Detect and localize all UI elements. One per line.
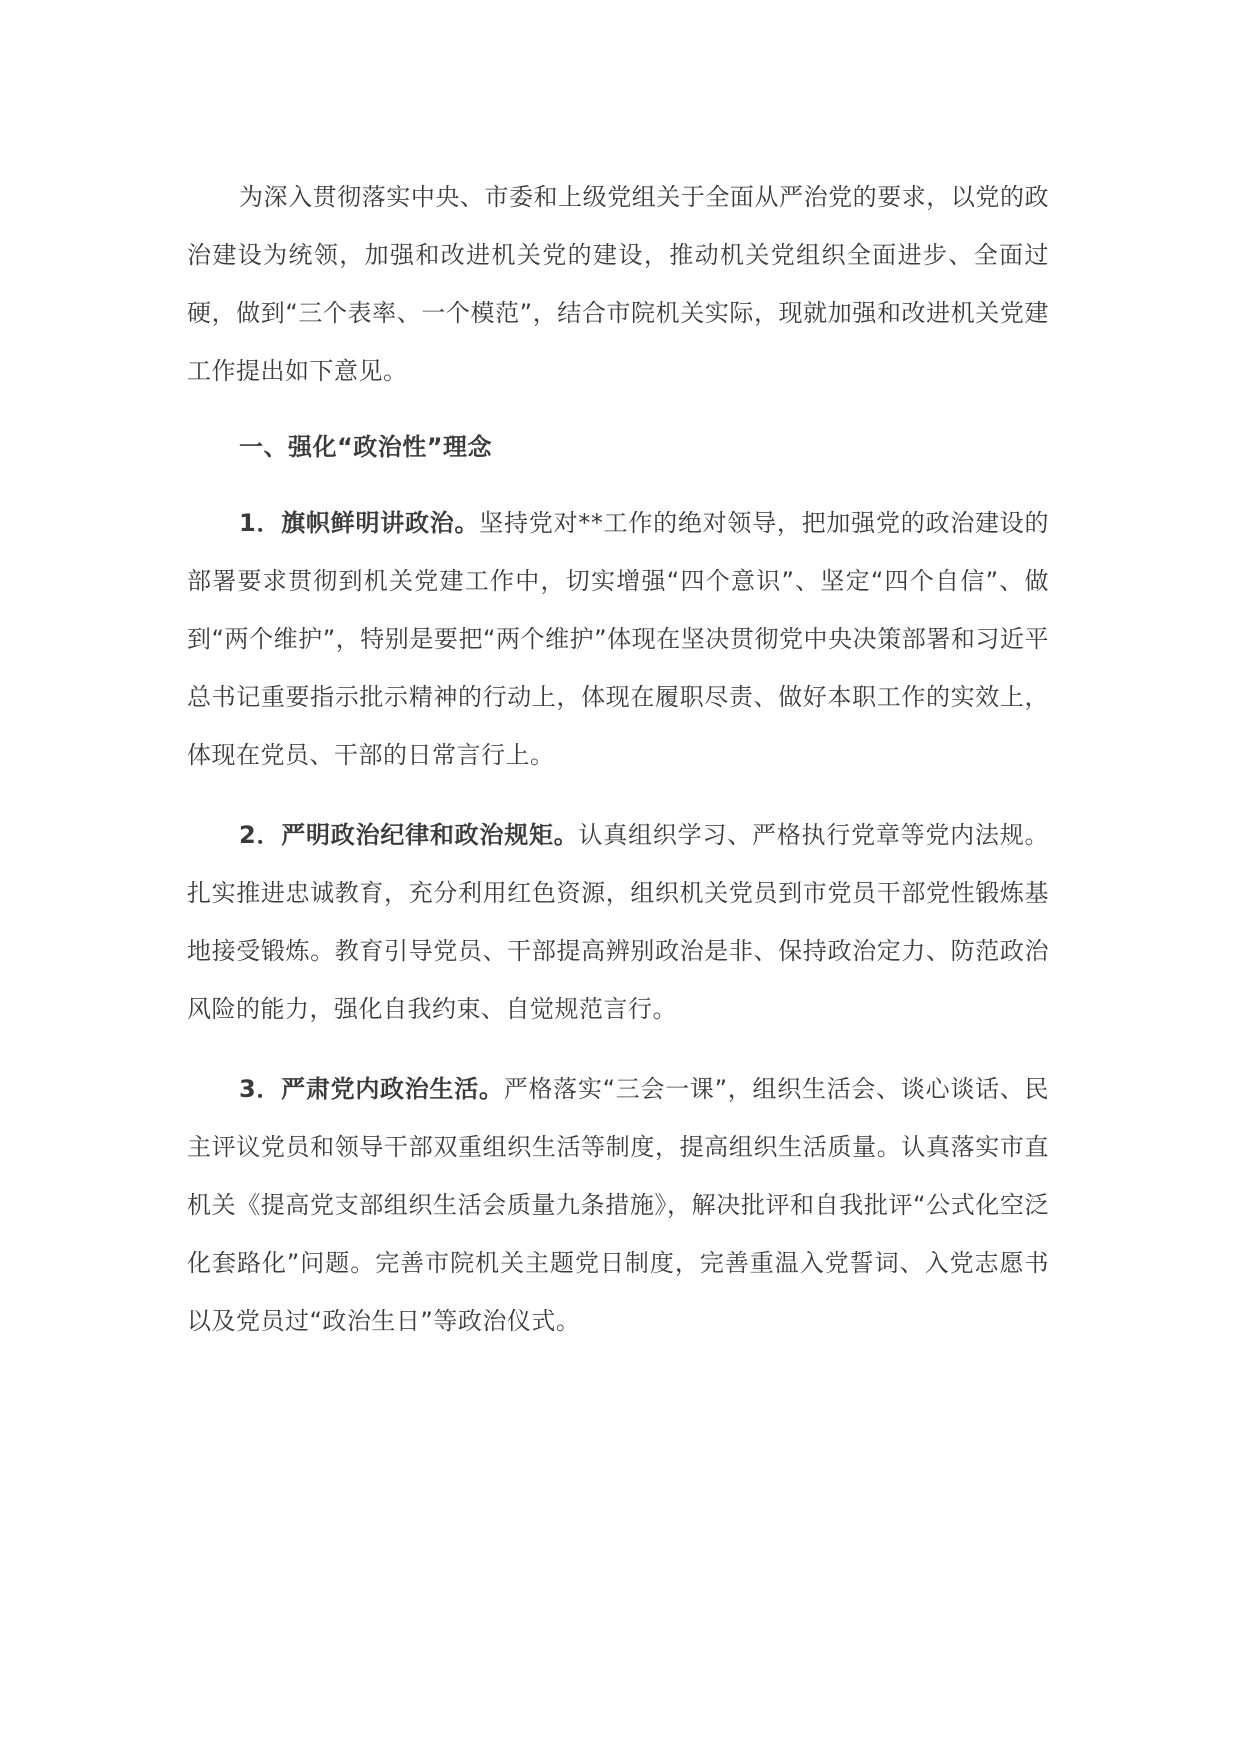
item-lead-3: 3．严肃党内政治生活。: [239, 1075, 504, 1103]
document-page: [187, 168, 1049, 1350]
item-lead-2: 2．严明政治纪律和政治规矩。: [239, 821, 579, 849]
item-body-1: 坚持党对**工作的绝对领导，把加强党的政治建设的部署要求贯彻到机关党建工作中，切实增强“四个意识”、坚定“四个自信”、做到“两个维护”，特别是要把“两个维护”体现在坚决贯彻党中央决策部署和习近平总书记重要指示批示精神的行动上，体现在履职尽责、做好本职工作的实效上，体现在党员、干部的日常言行上。: [187, 509, 1049, 769]
item-body-3: 严格落实“三会一课”，组织生活会、谈心谈话、民主评议党员和领导干部双重组织生活等制度，提高组织生活质量。认真落实市直机关《提高党支部组织生活会质量九条措施》，解决批评和自我批评“公式化空泛化套路化”问题。完善市院机关主题党日制度，完善重温入党誓词、入党志愿书以及党员过“政治生日”等政治仪式。: [187, 1075, 1050, 1335]
intro-paragraph: 为深入贯彻落实中央、市委和上级党组关于全面从严治党的要求，以党的政治建设为统领，加强和改进机关党的建设，推动机关党组织全面进步、全面过硬，做到“三个表率、一个模范”，结合市院机关实际，现就加强和改进机关党建工作提出如下意见。: [187, 183, 1049, 385]
item-paragraph-2: [187, 806, 1049, 1038]
item-paragraph-3: [187, 1060, 1049, 1350]
section-heading: 一、强化“政治性”理念: [239, 433, 493, 461]
item-paragraph-1: [187, 494, 1049, 784]
item-body-2: 认真组织学习、严格执行党章等党内法规。扎实推进忠诚教育，充分利用红色资源，组织机关党员到市党员干部党性锻炼基地接受锻炼。教育引导党员、干部提高辨别政治是非、保持政治定力、防范政治风险的能力，强化自我约束、自觉规范言行。: [187, 821, 1049, 1023]
item-lead-1: 1．旗帜鲜明讲政治。: [239, 509, 480, 537]
